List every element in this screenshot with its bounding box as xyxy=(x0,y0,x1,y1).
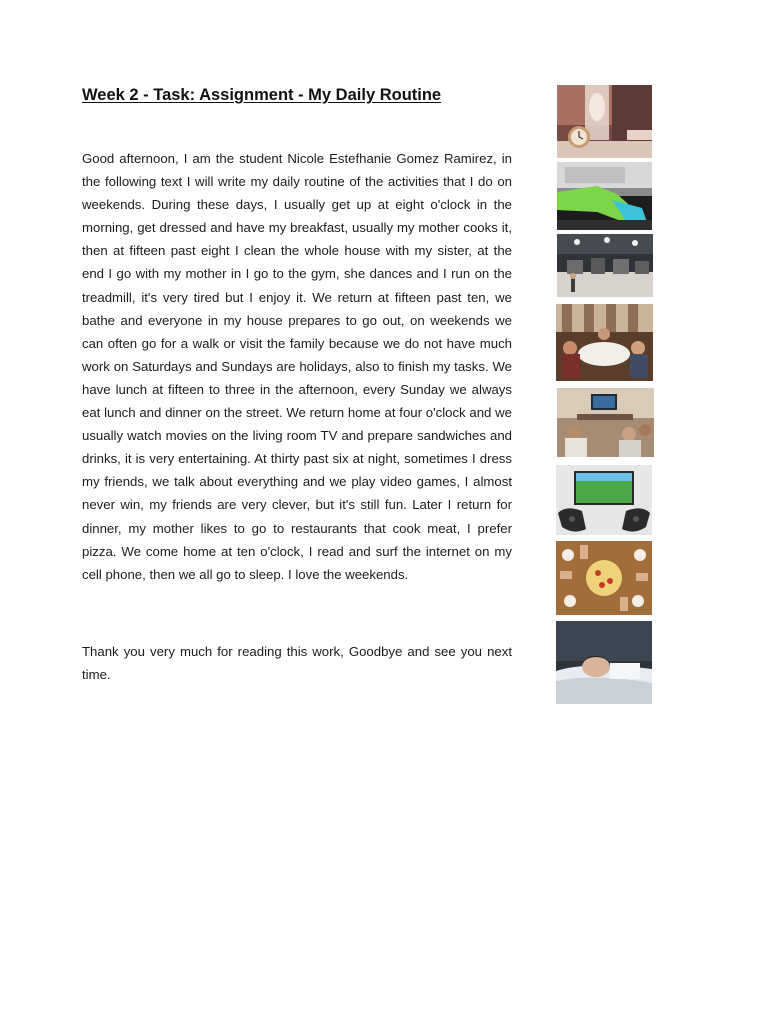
cleaning-glove-photo xyxy=(557,162,652,230)
sleeping-person-photo xyxy=(556,621,652,704)
document-title: Week 2 - Task: Assignment - My Daily Routine xyxy=(82,86,442,104)
body-paragraph: Good afternoon, I am the student Nicole Estefhanie Gomez Ramirez, in the following text I will write my daily routine of the activities that I do on weekends. During these days, I usually get up at eight o'clock in the morning, get dressed and have my breakfast, usually my mother cooks it, then at fifteen past eight I clean the whole house with my sister, at the end I go with my mother in I go to the gym, she dances and I run on the treadmill, it's very tired but I enjoy it. We return at fifteen past ten, we bathe and everyone in my house prepares to go out, on weekends we can often go for a walk or visit the family because we do not have much work on Saturdays and Sundays are holidays, also to finish my tasks. We have lunch at fifteen to three in the afternoon, every Sunday we always eat lunch and dinner on the street. We return home at four o'clock and we usually watch movies on the living room TV and prepare sandwiches and drinks, it is very entertaining. At thirty past six at night, sometimes I dress my friends, we talk about everything and we play video games, I almost never win, my friends are very clever, but it's still fun. Later I return for dinner, my mother likes to go to restaurants that cook meat, I prefer pizza. We come home at ten o'clock, I read and surf the internet on my cell phone, then we all go to sleep. I love the weekends. xyxy=(82,151,512,582)
closing-paragraph: Thank you very much for reading this work, Goodbye and see you next time. xyxy=(82,644,512,682)
friends-pizza-dinner-photo xyxy=(556,541,652,615)
family-lunch-table-photo xyxy=(556,304,653,381)
video-game-controllers-photo xyxy=(556,465,652,535)
gym-photo xyxy=(557,234,653,297)
living-room-tv-photo xyxy=(557,388,654,457)
alarm-clock-morning-photo xyxy=(557,85,652,158)
